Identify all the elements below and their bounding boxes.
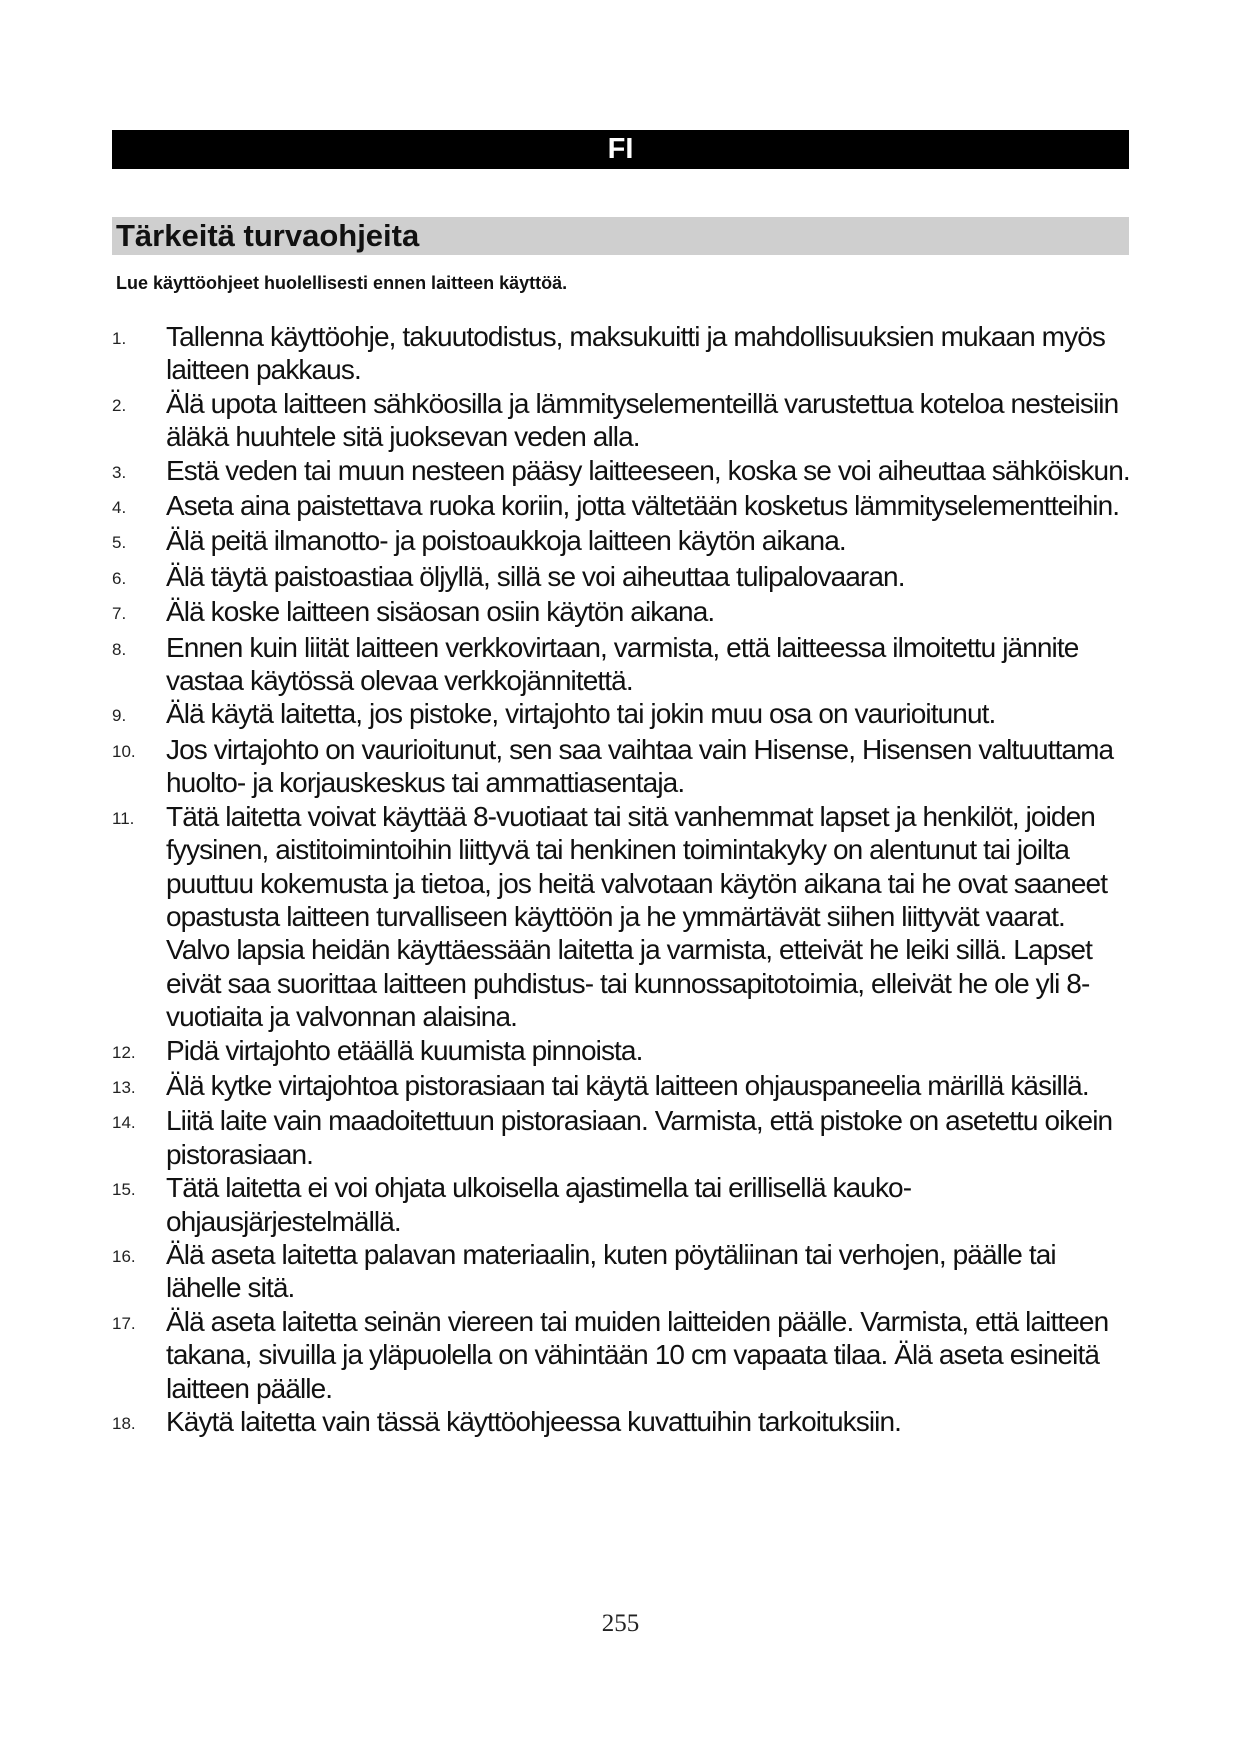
item-text: Älä upota laitteen sähköosilla ja lämmityselementeillä varustettua koteloa nesteisiin äläkä huuhtele sitä juoksevan veden alla. [166, 387, 1119, 453]
item-number: 18. [112, 1414, 136, 1433]
list-item [112, 733, 1132, 800]
item-text: Liitä laite vain maadoitettuun pistorasiaan. Varmista, että pistoke on asetettu oikein pistorasiaan. [166, 1105, 1113, 1170]
item-text: Älä aseta laitetta seinän viereen tai muiden laitteiden päälle. Varmista, että laitteen takana, sivuilla ja yläpuolella on vähintään 10 cm vapaata tilaa. Älä aseta esineitä laitteen päälle. [166, 1305, 1109, 1404]
item-text: Ennen kuin liität laitteen verkkovirtaan, varmista, että laitteessa ilmoitettu jännite vastaa käytössä olevaa verkkojännitettä. [166, 631, 1079, 697]
list-item [112, 1069, 1132, 1104]
page-number: 255 [601, 1610, 640, 1637]
item-number: 13. [112, 1077, 136, 1097]
item-text: Tätä laitetta ei voi ohjata ulkoisella ajastimella tai erillisellä kauko-ohjausjärjestelmällä. [166, 1172, 912, 1237]
item-number: 8. [112, 639, 127, 659]
item-text: Älä koske laitteen sisäosan osiin käytön aikana. [166, 596, 715, 628]
list-item [112, 631, 1132, 698]
item-text: Älä käytä laitetta, jos pistoke, virtajohto tai jokin muu osa on vaurioitunut. [166, 698, 996, 730]
item-number: 2. [112, 395, 127, 415]
item-text: Pidä virtajohto etäällä kuumista pinnoista. [166, 1034, 643, 1066]
section-title: Tärkeitä turvaohjeita [116, 218, 420, 253]
list-item [112, 1405, 1132, 1440]
item-text: Aseta aina paistettava ruoka koriin, jotta vältetään kosketus lämmityselementteihin. [166, 490, 1120, 522]
list-item [112, 1305, 1132, 1405]
language-code: FI [607, 133, 634, 165]
section-heading-bar [112, 217, 1129, 255]
item-number: 15. [112, 1180, 136, 1200]
list-item [112, 387, 1132, 454]
list-item [112, 560, 1132, 595]
item-number: 1. [112, 329, 127, 348]
item-number: 11. [112, 808, 135, 828]
item-text: Käytä laitetta vain tässä käyttöohjeessa kuvattuihin tarkoituksiin. [166, 1406, 902, 1437]
list-item [112, 524, 1132, 559]
list-item [112, 1238, 1132, 1305]
item-text: Jos virtajohto on vaurioitunut, sen saa vaihtaa vain Hisense, Hisensen valtuuttama huolto- ja korjauskeskus tai ammattiasentaja. [166, 733, 1114, 799]
item-text: Älä aseta laitetta palavan materiaalin, kuten pöytäliinan tai verhojen, päälle tai lähelle sitä. [166, 1238, 1056, 1304]
list-item [112, 1104, 1132, 1171]
item-number: 3. [112, 462, 127, 482]
list-item [112, 489, 1132, 524]
item-number: 10. [112, 741, 136, 761]
language-header-bar [112, 130, 1129, 169]
list-item [112, 595, 1132, 630]
list-item [112, 454, 1132, 489]
list-item [112, 1034, 1132, 1069]
item-number: 4. [112, 498, 127, 518]
list-item [112, 697, 1132, 732]
safety-instructions-list [112, 320, 1132, 1440]
item-text: Älä täytä paistoastiaa öljyllä, sillä se voi aiheuttaa tulipalovaaran. [166, 560, 905, 592]
item-number: 14. [112, 1113, 136, 1133]
list-item [112, 320, 1132, 387]
intro-text: Lue käyttöohjeet huolellisesti ennen laitteen käyttöä. [116, 273, 568, 293]
item-number: 12. [112, 1042, 136, 1062]
item-text: Älä kytke virtajohtoa pistorasiaan tai käytä laitteen ohjauspaneelia märillä käsillä. [166, 1069, 1089, 1101]
item-text: Estä veden tai muun nesteen pääsy laitteeseen, koska se voi aiheuttaa sähköiskun. [166, 454, 1130, 486]
item-number: 17. [112, 1313, 136, 1333]
item-number: 5. [112, 533, 127, 553]
item-number: 9. [112, 706, 127, 726]
item-number: 7. [112, 604, 127, 624]
item-text: Älä peitä ilmanotto- ja poistoaukkoja laitteen käytön aikana. [166, 525, 846, 557]
list-item [112, 800, 1132, 1034]
item-number: 16. [112, 1246, 136, 1266]
item-text-continued: Valvo lapsia heidän käyttäessään laitetta ja varmista, etteivät he leiki sillä. Lapset eivät saa suorittaa laitteen puhdistus- tai kunnossapitotoimia, elleivät he ole yli 8-vuotiaita ja valvonnan alaisina. [166, 934, 1092, 1033]
list-item [112, 1171, 1132, 1238]
item-number: 6. [112, 568, 127, 588]
item-text: Tätä laitetta voivat käyttää 8-vuotiaat tai sitä vanhemmat lapset ja henkilöt, joiden fyysinen, aistitoimintoihin liittyvä tai henkinen toimintakyky on alentunut tai joilta puuttuu kokemusta ja tietoa, jos heitä valvotaan käytön aikana tai he ovat saaneet opastusta laitteen turvalliseen käyttöön ja he ymmärtävät siihen liittyvät vaarat. [166, 800, 1108, 932]
item-text: Tallenna käyttöohje, takuutodistus, maksukuitti ja mahdollisuuksien mukaan myös laitteen pakkaus. [166, 321, 1105, 386]
